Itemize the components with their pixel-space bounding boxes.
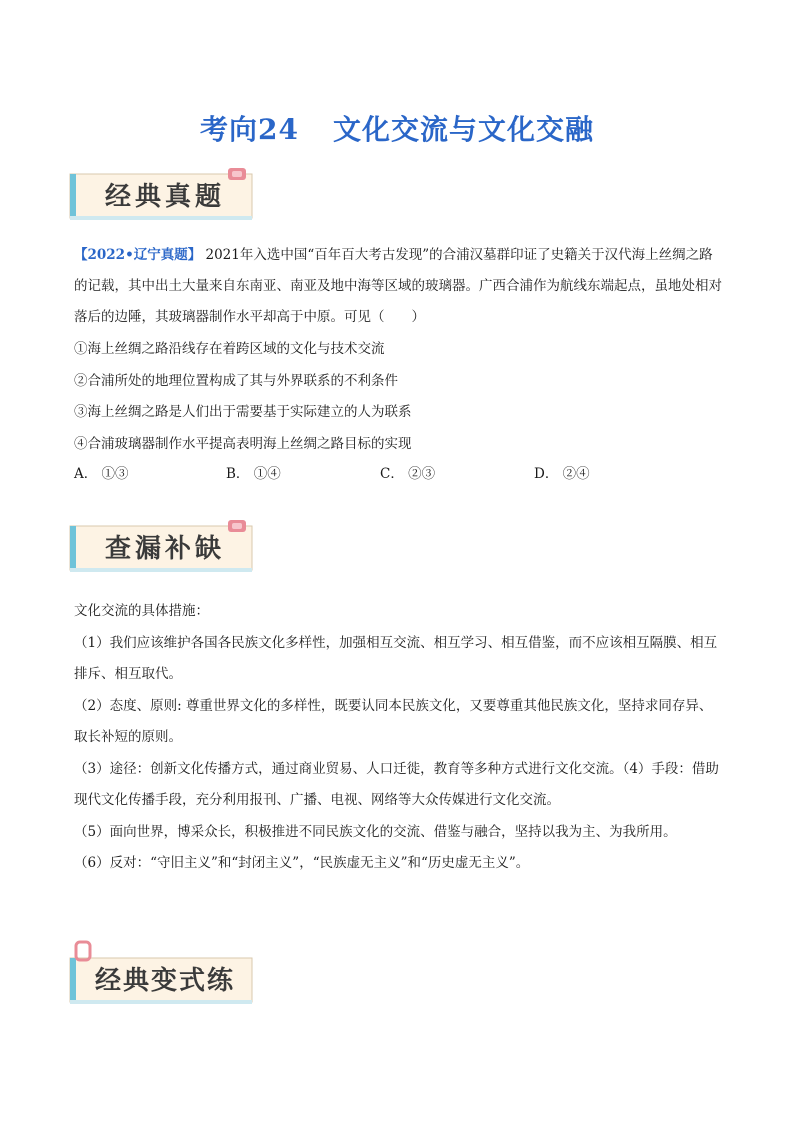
option-d[interactable]: D． ②④ bbox=[534, 466, 590, 482]
paperclip-icon bbox=[226, 166, 248, 182]
paperclip-icon bbox=[226, 518, 248, 534]
review-item-5: （5）面向世界，博采众长，积极推进不同民族文化的交流、借鉴与融合，坚持以我为主、为我所用。 bbox=[74, 824, 677, 840]
statement-3: ③海上丝绸之路是人们出于需要基于实际建立的人为联系 bbox=[74, 404, 412, 420]
option-a[interactable]: A． ①③ bbox=[74, 466, 129, 482]
paperclip-icon bbox=[74, 940, 92, 962]
review-intro: 文化交流的具体措施： bbox=[74, 603, 209, 619]
banner-label: 查漏补缺 bbox=[104, 534, 225, 564]
review-item-2: （2）态度、原则: 尊重世界文化的多样性，既要认同本民族文化，又要尊重其他民族文化，坚持求同存异、取长补短的原则。 bbox=[74, 698, 713, 745]
question-stem bbox=[74, 240, 724, 333]
title-main: 文化交流与文化交融 bbox=[332, 113, 594, 146]
page-title bbox=[0, 108, 794, 148]
review-item-6: （6）反对：“守旧主义”和“封闭主义”，“民族虚无主义”和“历史虚无主义”。 bbox=[74, 855, 530, 871]
question-source: 【2022•辽宁真题】 bbox=[74, 247, 202, 263]
option-c[interactable]: C． ②③ bbox=[380, 466, 436, 482]
option-b[interactable]: B． ①④ bbox=[226, 466, 281, 482]
statement-4: ④合浦玻璃器制作水平提高表明海上丝绸之路目标的实现 bbox=[74, 436, 412, 452]
statement-2: ②合浦所处的地理位置构成了其与外界联系的不利条件 bbox=[74, 373, 398, 389]
statement-1: ①海上丝绸之路沿线存在着跨区域的文化与技术交流 bbox=[74, 341, 385, 357]
title-prefix: 考向24 bbox=[200, 113, 299, 146]
question-text: 2021年入选中国“百年百大考古发现”的合浦汉墓群印证了史籍关于汉代海上丝绸之路的记载，其中出土大量来自东南亚、南亚及地中海等区域的玻璃器。广西合浦作为航线东端起点，虽地处相对落后的边陲，其玻璃器制作水平却高于中原。可见（ ） bbox=[74, 247, 722, 325]
answer-options bbox=[74, 460, 714, 488]
banner-label: 经典真题 bbox=[104, 182, 225, 212]
banner-label: 经典变式练 bbox=[94, 966, 235, 996]
review-item-3: （3）途径：创新文化传播方式，通过商业贸易、人口迁徙，教育等多种方式进行文化交流。（4）手段：借助现代文化传播手段，充分利用报刊、广播、电视、网络等大众传媒进行文化交流。 bbox=[74, 761, 719, 808]
review-item-1: （1）我们应该维护各国各民族文化多样性，加强相互交流、相互学习、相互借鉴，而不应该相互隔膜、相互排斥、相互取代。 bbox=[74, 635, 718, 682]
section-banner-practice bbox=[66, 956, 256, 1006]
